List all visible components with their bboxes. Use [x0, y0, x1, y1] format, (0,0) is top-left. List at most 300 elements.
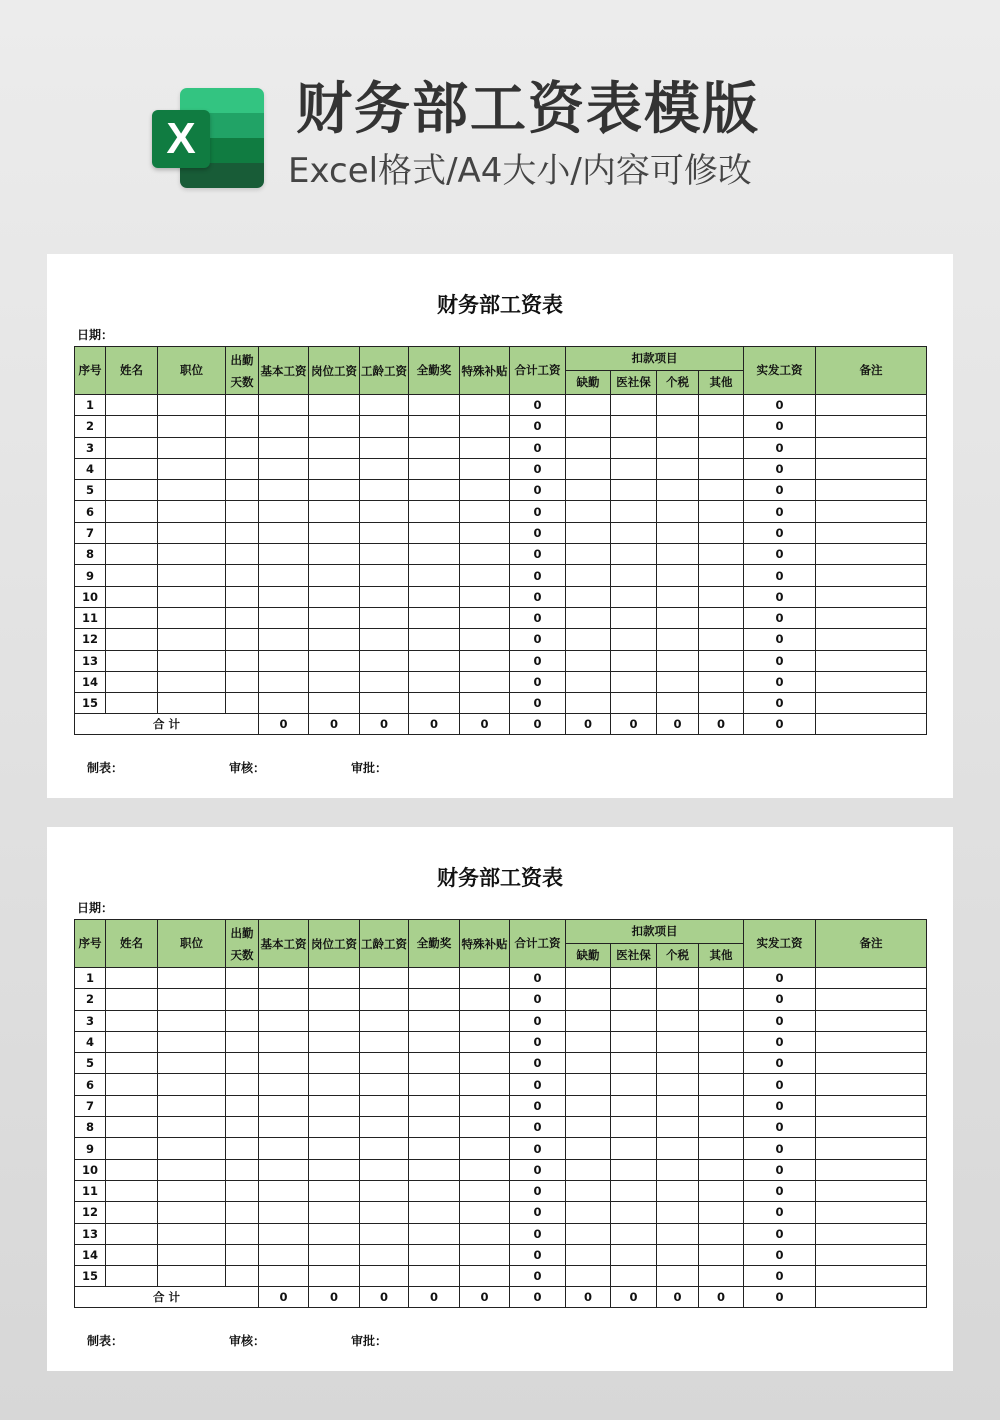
cell-post-salary[interactable]: [309, 395, 360, 416]
cell-full-attendance-bonus[interactable]: [409, 480, 460, 501]
cell-attendance-days[interactable]: [226, 1117, 259, 1138]
cell-remarks[interactable]: [816, 607, 927, 628]
cell-absence[interactable]: [566, 522, 611, 543]
cell-other[interactable]: [699, 416, 744, 437]
cell-seq[interactable]: 15: [75, 693, 106, 714]
cell-income-tax[interactable]: [657, 1138, 699, 1159]
cell-position[interactable]: [158, 1180, 226, 1201]
cell-special-allowance[interactable]: [460, 1010, 510, 1031]
cell-income-tax[interactable]: [657, 522, 699, 543]
cell-total-salary[interactable]: 0: [510, 1266, 566, 1287]
cell-absence[interactable]: [566, 501, 611, 522]
total-total-salary[interactable]: 0: [510, 1287, 566, 1308]
cell-total-salary[interactable]: 0: [510, 968, 566, 989]
cell-social-insurance[interactable]: [611, 1266, 657, 1287]
cell-name[interactable]: [106, 1095, 158, 1116]
cell-seniority-salary[interactable]: [360, 1180, 409, 1201]
cell-total-salary[interactable]: 0: [510, 437, 566, 458]
cell-remarks[interactable]: [816, 544, 927, 565]
cell-position[interactable]: [158, 1159, 226, 1180]
cell-attendance-days[interactable]: [226, 629, 259, 650]
cell-net-salary[interactable]: 0: [744, 416, 816, 437]
cell-name[interactable]: [106, 1138, 158, 1159]
cell-special-allowance[interactable]: [460, 437, 510, 458]
cell-absence[interactable]: [566, 650, 611, 671]
cell-seq[interactable]: 12: [75, 629, 106, 650]
total-special-allowance[interactable]: 0: [460, 714, 510, 735]
cell-seniority-salary[interactable]: [360, 1010, 409, 1031]
cell-position[interactable]: [158, 544, 226, 565]
cell-net-salary[interactable]: 0: [744, 565, 816, 586]
cell-total-salary[interactable]: 0: [510, 522, 566, 543]
cell-position[interactable]: [158, 586, 226, 607]
cell-post-salary[interactable]: [309, 1244, 360, 1265]
cell-social-insurance[interactable]: [611, 1159, 657, 1180]
cell-position[interactable]: [158, 1244, 226, 1265]
cell-special-allowance[interactable]: [460, 1159, 510, 1180]
cell-special-allowance[interactable]: [460, 989, 510, 1010]
cell-seq[interactable]: 7: [75, 1095, 106, 1116]
cell-post-salary[interactable]: [309, 650, 360, 671]
cell-income-tax[interactable]: [657, 1074, 699, 1095]
cell-social-insurance[interactable]: [611, 607, 657, 628]
cell-other[interactable]: [699, 968, 744, 989]
total-post-salary[interactable]: 0: [309, 714, 360, 735]
cell-income-tax[interactable]: [657, 1180, 699, 1201]
cell-absence[interactable]: [566, 565, 611, 586]
cell-other[interactable]: [699, 458, 744, 479]
cell-post-salary[interactable]: [309, 565, 360, 586]
total-other[interactable]: 0: [699, 714, 744, 735]
cell-seniority-salary[interactable]: [360, 1159, 409, 1180]
cell-remarks[interactable]: [816, 586, 927, 607]
cell-seniority-salary[interactable]: [360, 501, 409, 522]
cell-post-salary[interactable]: [309, 1053, 360, 1074]
cell-post-salary[interactable]: [309, 1223, 360, 1244]
cell-name[interactable]: [106, 586, 158, 607]
cell-special-allowance[interactable]: [460, 501, 510, 522]
cell-total-salary[interactable]: 0: [510, 629, 566, 650]
cell-seq[interactable]: 15: [75, 1266, 106, 1287]
cell-remarks[interactable]: [816, 1244, 927, 1265]
cell-seniority-salary[interactable]: [360, 1117, 409, 1138]
cell-seniority-salary[interactable]: [360, 586, 409, 607]
cell-remarks[interactable]: [816, 1010, 927, 1031]
cell-seq[interactable]: 3: [75, 1010, 106, 1031]
cell-special-allowance[interactable]: [460, 1223, 510, 1244]
cell-absence[interactable]: [566, 693, 611, 714]
cell-attendance-days[interactable]: [226, 1202, 259, 1223]
cell-seq[interactable]: 13: [75, 1223, 106, 1244]
cell-other[interactable]: [699, 650, 744, 671]
cell-seq[interactable]: 8: [75, 544, 106, 565]
cell-special-allowance[interactable]: [460, 458, 510, 479]
cell-net-salary[interactable]: 0: [744, 1138, 816, 1159]
cell-full-attendance-bonus[interactable]: [409, 544, 460, 565]
cell-seniority-salary[interactable]: [360, 395, 409, 416]
cell-income-tax[interactable]: [657, 480, 699, 501]
cell-full-attendance-bonus[interactable]: [409, 437, 460, 458]
cell-absence[interactable]: [566, 1074, 611, 1095]
cell-other[interactable]: [699, 480, 744, 501]
cell-remarks[interactable]: [816, 458, 927, 479]
cell-total-salary[interactable]: 0: [510, 1138, 566, 1159]
cell-base-salary[interactable]: [259, 607, 309, 628]
cell-special-allowance[interactable]: [460, 671, 510, 692]
cell-income-tax[interactable]: [657, 1223, 699, 1244]
cell-attendance-days[interactable]: [226, 586, 259, 607]
cell-base-salary[interactable]: [259, 1074, 309, 1095]
cell-income-tax[interactable]: [657, 629, 699, 650]
total-social-insurance[interactable]: 0: [611, 714, 657, 735]
total-net-salary[interactable]: 0: [744, 714, 816, 735]
cell-full-attendance-bonus[interactable]: [409, 1138, 460, 1159]
total-absence[interactable]: 0: [566, 1287, 611, 1308]
cell-seq[interactable]: 14: [75, 671, 106, 692]
cell-special-allowance[interactable]: [460, 1031, 510, 1052]
cell-post-salary[interactable]: [309, 1202, 360, 1223]
cell-position[interactable]: [158, 650, 226, 671]
cell-base-salary[interactable]: [259, 1138, 309, 1159]
cell-income-tax[interactable]: [657, 416, 699, 437]
cell-total-salary[interactable]: 0: [510, 416, 566, 437]
cell-seq[interactable]: 5: [75, 1053, 106, 1074]
cell-post-salary[interactable]: [309, 586, 360, 607]
cell-remarks[interactable]: [816, 1202, 927, 1223]
cell-other[interactable]: [699, 522, 744, 543]
cell-social-insurance[interactable]: [611, 437, 657, 458]
cell-net-salary[interactable]: 0: [744, 1266, 816, 1287]
cell-total-salary[interactable]: 0: [510, 1244, 566, 1265]
total-seniority-salary[interactable]: 0: [360, 1287, 409, 1308]
cell-post-salary[interactable]: [309, 1180, 360, 1201]
cell-base-salary[interactable]: [259, 480, 309, 501]
cell-social-insurance[interactable]: [611, 458, 657, 479]
cell-remarks[interactable]: [816, 1180, 927, 1201]
cell-full-attendance-bonus[interactable]: [409, 522, 460, 543]
cell-seniority-salary[interactable]: [360, 416, 409, 437]
cell-seniority-salary[interactable]: [360, 671, 409, 692]
cell-seq[interactable]: 11: [75, 607, 106, 628]
cell-position[interactable]: [158, 1202, 226, 1223]
total-absence[interactable]: 0: [566, 714, 611, 735]
cell-seniority-salary[interactable]: [360, 458, 409, 479]
cell-absence[interactable]: [566, 1117, 611, 1138]
cell-absence[interactable]: [566, 1266, 611, 1287]
cell-name[interactable]: [106, 607, 158, 628]
cell-special-allowance[interactable]: [460, 968, 510, 989]
cell-post-salary[interactable]: [309, 1010, 360, 1031]
cell-post-salary[interactable]: [309, 522, 360, 543]
cell-absence[interactable]: [566, 1138, 611, 1159]
cell-base-salary[interactable]: [259, 1053, 309, 1074]
cell-remarks[interactable]: [816, 1266, 927, 1287]
cell-attendance-days[interactable]: [226, 1095, 259, 1116]
cell-income-tax[interactable]: [657, 1202, 699, 1223]
cell-absence[interactable]: [566, 1053, 611, 1074]
cell-net-salary[interactable]: 0: [744, 1202, 816, 1223]
cell-net-salary[interactable]: 0: [744, 458, 816, 479]
cell-post-salary[interactable]: [309, 607, 360, 628]
cell-base-salary[interactable]: [259, 1223, 309, 1244]
cell-remarks[interactable]: [816, 1159, 927, 1180]
cell-seq[interactable]: 2: [75, 416, 106, 437]
cell-full-attendance-bonus[interactable]: [409, 629, 460, 650]
cell-post-salary[interactable]: [309, 693, 360, 714]
cell-attendance-days[interactable]: [226, 968, 259, 989]
cell-remarks[interactable]: [816, 650, 927, 671]
cell-seq[interactable]: 13: [75, 650, 106, 671]
cell-attendance-days[interactable]: [226, 480, 259, 501]
cell-special-allowance[interactable]: [460, 1180, 510, 1201]
cell-post-salary[interactable]: [309, 501, 360, 522]
cell-name[interactable]: [106, 544, 158, 565]
cell-seniority-salary[interactable]: [360, 968, 409, 989]
cell-other[interactable]: [699, 437, 744, 458]
cell-absence[interactable]: [566, 1159, 611, 1180]
cell-name[interactable]: [106, 458, 158, 479]
cell-attendance-days[interactable]: [226, 693, 259, 714]
cell-attendance-days[interactable]: [226, 1010, 259, 1031]
cell-position[interactable]: [158, 565, 226, 586]
cell-base-salary[interactable]: [259, 1010, 309, 1031]
cell-base-salary[interactable]: [259, 458, 309, 479]
cell-seniority-salary[interactable]: [360, 1266, 409, 1287]
cell-post-salary[interactable]: [309, 1031, 360, 1052]
cell-name[interactable]: [106, 1180, 158, 1201]
cell-net-salary[interactable]: 0: [744, 437, 816, 458]
cell-other[interactable]: [699, 693, 744, 714]
cell-full-attendance-bonus[interactable]: [409, 693, 460, 714]
cell-income-tax[interactable]: [657, 1244, 699, 1265]
total-base-salary[interactable]: 0: [259, 1287, 309, 1308]
cell-name[interactable]: [106, 522, 158, 543]
cell-net-salary[interactable]: 0: [744, 650, 816, 671]
cell-social-insurance[interactable]: [611, 671, 657, 692]
cell-attendance-days[interactable]: [226, 1180, 259, 1201]
cell-seniority-salary[interactable]: [360, 1074, 409, 1095]
cell-seniority-salary[interactable]: [360, 1095, 409, 1116]
cell-income-tax[interactable]: [657, 650, 699, 671]
cell-full-attendance-bonus[interactable]: [409, 416, 460, 437]
cell-position[interactable]: [158, 1053, 226, 1074]
cell-net-salary[interactable]: 0: [744, 1095, 816, 1116]
cell-net-salary[interactable]: 0: [744, 586, 816, 607]
cell-base-salary[interactable]: [259, 1117, 309, 1138]
cell-absence[interactable]: [566, 629, 611, 650]
cell-remarks[interactable]: [816, 1223, 927, 1244]
cell-full-attendance-bonus[interactable]: [409, 1117, 460, 1138]
cell-social-insurance[interactable]: [611, 480, 657, 501]
cell-seniority-salary[interactable]: [360, 1223, 409, 1244]
cell-post-salary[interactable]: [309, 458, 360, 479]
cell-other[interactable]: [699, 1074, 744, 1095]
cell-net-salary[interactable]: 0: [744, 1244, 816, 1265]
cell-net-salary[interactable]: 0: [744, 1223, 816, 1244]
cell-special-allowance[interactable]: [460, 629, 510, 650]
cell-name[interactable]: [106, 1223, 158, 1244]
cell-seniority-salary[interactable]: [360, 607, 409, 628]
cell-special-allowance[interactable]: [460, 416, 510, 437]
cell-total-salary[interactable]: 0: [510, 586, 566, 607]
cell-position[interactable]: [158, 1095, 226, 1116]
cell-seniority-salary[interactable]: [360, 693, 409, 714]
cell-special-allowance[interactable]: [460, 693, 510, 714]
cell-full-attendance-bonus[interactable]: [409, 1159, 460, 1180]
cell-name[interactable]: [106, 989, 158, 1010]
cell-income-tax[interactable]: [657, 586, 699, 607]
cell-attendance-days[interactable]: [226, 989, 259, 1010]
cell-name[interactable]: [106, 1074, 158, 1095]
cell-position[interactable]: [158, 968, 226, 989]
cell-position[interactable]: [158, 437, 226, 458]
cell-attendance-days[interactable]: [226, 522, 259, 543]
cell-base-salary[interactable]: [259, 650, 309, 671]
cell-name[interactable]: [106, 1117, 158, 1138]
cell-position[interactable]: [158, 989, 226, 1010]
cell-net-salary[interactable]: 0: [744, 671, 816, 692]
cell-other[interactable]: [699, 395, 744, 416]
cell-seq[interactable]: 2: [75, 989, 106, 1010]
cell-base-salary[interactable]: [259, 629, 309, 650]
cell-base-salary[interactable]: [259, 544, 309, 565]
cell-income-tax[interactable]: [657, 1117, 699, 1138]
cell-seq[interactable]: 11: [75, 1180, 106, 1201]
cell-position[interactable]: [158, 1266, 226, 1287]
cell-seq[interactable]: 6: [75, 501, 106, 522]
cell-other[interactable]: [699, 1095, 744, 1116]
cell-other[interactable]: [699, 586, 744, 607]
cell-income-tax[interactable]: [657, 501, 699, 522]
total-social-insurance[interactable]: 0: [611, 1287, 657, 1308]
cell-other[interactable]: [699, 1010, 744, 1031]
cell-position[interactable]: [158, 480, 226, 501]
cell-post-salary[interactable]: [309, 544, 360, 565]
cell-other[interactable]: [699, 607, 744, 628]
cell-seniority-salary[interactable]: [360, 1202, 409, 1223]
cell-full-attendance-bonus[interactable]: [409, 650, 460, 671]
cell-position[interactable]: [158, 1138, 226, 1159]
cell-absence[interactable]: [566, 437, 611, 458]
cell-social-insurance[interactable]: [611, 544, 657, 565]
cell-attendance-days[interactable]: [226, 650, 259, 671]
cell-total-salary[interactable]: 0: [510, 395, 566, 416]
cell-income-tax[interactable]: [657, 1010, 699, 1031]
cell-special-allowance[interactable]: [460, 1095, 510, 1116]
cell-net-salary[interactable]: 0: [744, 1010, 816, 1031]
cell-seniority-salary[interactable]: [360, 522, 409, 543]
cell-position[interactable]: [158, 395, 226, 416]
cell-attendance-days[interactable]: [226, 544, 259, 565]
cell-full-attendance-bonus[interactable]: [409, 458, 460, 479]
total-full-attendance-bonus[interactable]: 0: [409, 1287, 460, 1308]
total-full-attendance-bonus[interactable]: 0: [409, 714, 460, 735]
cell-total-salary[interactable]: 0: [510, 607, 566, 628]
cell-post-salary[interactable]: [309, 1138, 360, 1159]
cell-other[interactable]: [699, 629, 744, 650]
cell-attendance-days[interactable]: [226, 416, 259, 437]
cell-full-attendance-bonus[interactable]: [409, 586, 460, 607]
cell-absence[interactable]: [566, 586, 611, 607]
cell-net-salary[interactable]: 0: [744, 522, 816, 543]
total-net-salary[interactable]: 0: [744, 1287, 816, 1308]
cell-other[interactable]: [699, 1117, 744, 1138]
cell-attendance-days[interactable]: [226, 1159, 259, 1180]
cell-base-salary[interactable]: [259, 1159, 309, 1180]
cell-full-attendance-bonus[interactable]: [409, 1180, 460, 1201]
cell-social-insurance[interactable]: [611, 629, 657, 650]
cell-base-salary[interactable]: [259, 395, 309, 416]
cell-absence[interactable]: [566, 416, 611, 437]
cell-absence[interactable]: [566, 968, 611, 989]
cell-attendance-days[interactable]: [226, 458, 259, 479]
total-remarks[interactable]: [816, 714, 927, 735]
cell-seq[interactable]: 8: [75, 1117, 106, 1138]
cell-position[interactable]: [158, 1074, 226, 1095]
cell-absence[interactable]: [566, 1223, 611, 1244]
cell-seniority-salary[interactable]: [360, 1031, 409, 1052]
cell-attendance-days[interactable]: [226, 437, 259, 458]
totals-label[interactable]: 合 计: [75, 1287, 259, 1308]
cell-social-insurance[interactable]: [611, 1074, 657, 1095]
total-income-tax[interactable]: 0: [657, 1287, 699, 1308]
cell-position[interactable]: [158, 416, 226, 437]
cell-other[interactable]: [699, 989, 744, 1010]
cell-special-allowance[interactable]: [460, 544, 510, 565]
cell-income-tax[interactable]: [657, 1053, 699, 1074]
cell-remarks[interactable]: [816, 693, 927, 714]
cell-total-salary[interactable]: 0: [510, 501, 566, 522]
cell-attendance-days[interactable]: [226, 1266, 259, 1287]
cell-social-insurance[interactable]: [611, 1117, 657, 1138]
cell-position[interactable]: [158, 1010, 226, 1031]
cell-income-tax[interactable]: [657, 671, 699, 692]
cell-total-salary[interactable]: 0: [510, 565, 566, 586]
cell-social-insurance[interactable]: [611, 1180, 657, 1201]
cell-full-attendance-bonus[interactable]: [409, 989, 460, 1010]
cell-social-insurance[interactable]: [611, 1095, 657, 1116]
cell-name[interactable]: [106, 1031, 158, 1052]
cell-absence[interactable]: [566, 607, 611, 628]
cell-name[interactable]: [106, 650, 158, 671]
cell-position[interactable]: [158, 458, 226, 479]
cell-full-attendance-bonus[interactable]: [409, 1266, 460, 1287]
cell-other[interactable]: [699, 1244, 744, 1265]
cell-base-salary[interactable]: [259, 565, 309, 586]
cell-name[interactable]: [106, 693, 158, 714]
cell-base-salary[interactable]: [259, 989, 309, 1010]
cell-remarks[interactable]: [816, 1117, 927, 1138]
cell-total-salary[interactable]: 0: [510, 1031, 566, 1052]
cell-other[interactable]: [699, 501, 744, 522]
cell-net-salary[interactable]: 0: [744, 968, 816, 989]
cell-seniority-salary[interactable]: [360, 1138, 409, 1159]
cell-seq[interactable]: 1: [75, 395, 106, 416]
cell-net-salary[interactable]: 0: [744, 544, 816, 565]
cell-net-salary[interactable]: 0: [744, 1053, 816, 1074]
cell-social-insurance[interactable]: [611, 1138, 657, 1159]
cell-total-salary[interactable]: 0: [510, 1074, 566, 1095]
cell-position[interactable]: [158, 1117, 226, 1138]
cell-absence[interactable]: [566, 1202, 611, 1223]
cell-post-salary[interactable]: [309, 437, 360, 458]
cell-seq[interactable]: 10: [75, 586, 106, 607]
cell-position[interactable]: [158, 671, 226, 692]
cell-name[interactable]: [106, 1244, 158, 1265]
cell-seq[interactable]: 9: [75, 565, 106, 586]
cell-other[interactable]: [699, 1266, 744, 1287]
cell-social-insurance[interactable]: [611, 1244, 657, 1265]
